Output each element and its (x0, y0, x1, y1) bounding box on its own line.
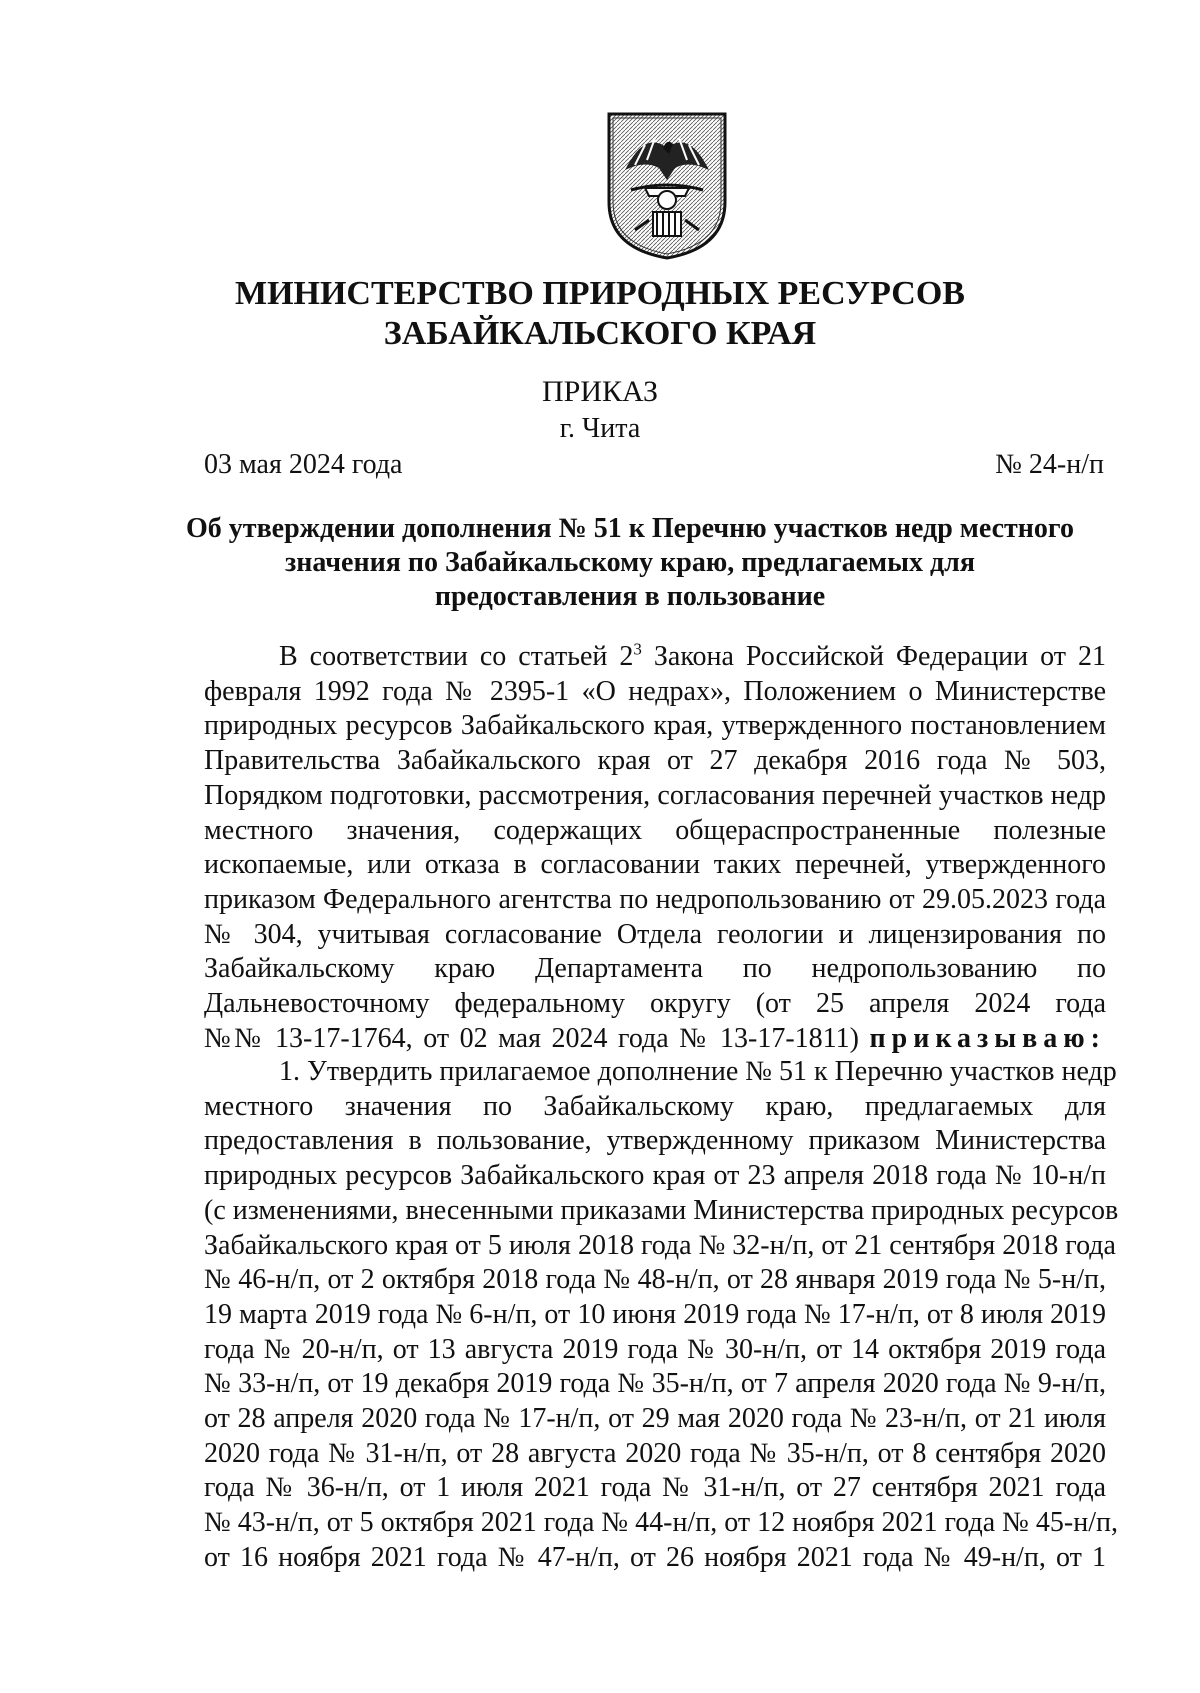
ministry-name-line2: ЗАБАЙКАЛЬСКОГО КРАЯ (383, 315, 817, 352)
paragraph-line: В соответствии со статьей $2^3$ Закона Российской Федерации от 21 (279, 639, 1106, 672)
paragraph-line: 2020 года № 31-н/п, от 28 августа 2020 года № 35-н/п, от 8 сентября 2020 (204, 1437, 1106, 1469)
paragraph-line: № 43-н/п, от 5 октября 2021 года № 44-н/п, от 12 ноября 2021 года № 45-н/п, (204, 1507, 1118, 1539)
heading-line: Об утверждении дополнения № 51 к Перечню участков недр местного (186, 513, 1074, 544)
heading-line: значения по Забайкальскому краю, предлагаемых для (285, 547, 975, 578)
heading-line: предоставления в пользование (434, 581, 826, 612)
paragraph-line: природных ресурсов Забайкальского края, утвержденного постановлением (204, 710, 1106, 742)
superscript: 3 (633, 639, 642, 659)
paragraph-line: февраля 1992 года № 2395-1 «О недрах», Положением о Министерстве (204, 675, 1106, 707)
paragraph-line: №№ 13-17-1764, от 02 мая 2024 года № 13-17-1811) приказываю: (204, 1022, 1107, 1054)
paragraph-line: Дальневосточному федеральному округу (от 25 апреля 2024 года (204, 988, 1106, 1020)
order-date: 03 мая 2024 года (204, 449, 403, 480)
paragraph-line: от 28 апреля 2020 года № 17-н/п, от 29 мая 2020 года № 23-н/п, от 21 июля (204, 1403, 1106, 1435)
coat-of-arms-icon (605, 110, 729, 260)
paragraph-line: № 46-н/п, от 2 октября 2018 года № 48-н/п, от 28 января 2019 года № 5-н/п, (204, 1264, 1106, 1296)
paragraph-line: Правительства Забайкальского края от 27 декабря 2016 года № 503, (204, 745, 1106, 777)
paragraph-line: года № 36-н/п, от 1 июля 2021 года № 31-н/п, от 27 сентября 2021 года (204, 1472, 1106, 1504)
paragraph-line: предоставления в пользование, утвержденному приказом Министерства (204, 1125, 1106, 1157)
paragraph-line: 1. Утвердить прилагаемое дополнение № 51 к Перечню участков недр (279, 1056, 1117, 1087)
paragraph-line: местного значения по Забайкальскому краю, предлагаемых для (204, 1090, 1106, 1122)
paragraph-line: года № 20-н/п, от 13 августа 2019 года № 30-н/п, от 14 октября 2019 года (204, 1333, 1106, 1365)
paragraph-line: Забайкальского края от 5 июля 2018 года № 32-н/п, от 21 сентября 2018 года (204, 1229, 1116, 1261)
paragraph-line: 19 марта 2019 года № 6-н/п, от 10 июня 2019 года № 17-н/п, от 8 июля 2019 (204, 1298, 1106, 1330)
document-heading (160, 512, 1100, 614)
paragraph-line: ископаемые, или отказа в согласовании таких перечней, утвержденного (204, 849, 1106, 881)
order-word: приказываю: (869, 1022, 1107, 1054)
paragraph-line: от 16 ноября 2021 года № 47-н/п, от 26 ноября 2021 года № 49-н/п, от 1 (204, 1541, 1106, 1573)
paragraph-line: местного значения, содержащих общераспространенные полезные (204, 814, 1106, 846)
paragraph-line: № 33-н/п, от 19 декабря 2019 года № 35-н/п, от 7 апреля 2020 года № 9-н/п, (204, 1368, 1106, 1400)
paragraph-line: № 304, учитывая согласование Отдела геологии и лицензирования по (204, 918, 1106, 950)
paragraph-line: приказом Федерального агентства по недропользованию от 29.05.2023 года (204, 883, 1106, 915)
paragraph-line: Порядком подготовки, рассмотрения, согласования перечней участков недр (204, 779, 1106, 811)
ministry-name-line1: МИНИСТЕРСТВО ПРИРОДНЫХ РЕСУРСОВ (234, 275, 965, 312)
paragraph-line: Забайкальскому краю Департамента по недропользованию по (204, 953, 1106, 985)
order-number: № 24-н/п (995, 449, 1104, 480)
paragraph-line: природных ресурсов Забайкальского края от 23 апреля 2018 года № 10-н/п (204, 1160, 1106, 1192)
paragraph-line: (с изменениями, внесенными приказами Министерства природных ресурсов (204, 1194, 1119, 1226)
order-title: ПРИКАЗ (542, 375, 658, 408)
preamble-paragraph (204, 640, 1106, 1056)
item-1-paragraph (204, 1055, 1119, 1576)
order-city: г. Чита (559, 413, 641, 444)
